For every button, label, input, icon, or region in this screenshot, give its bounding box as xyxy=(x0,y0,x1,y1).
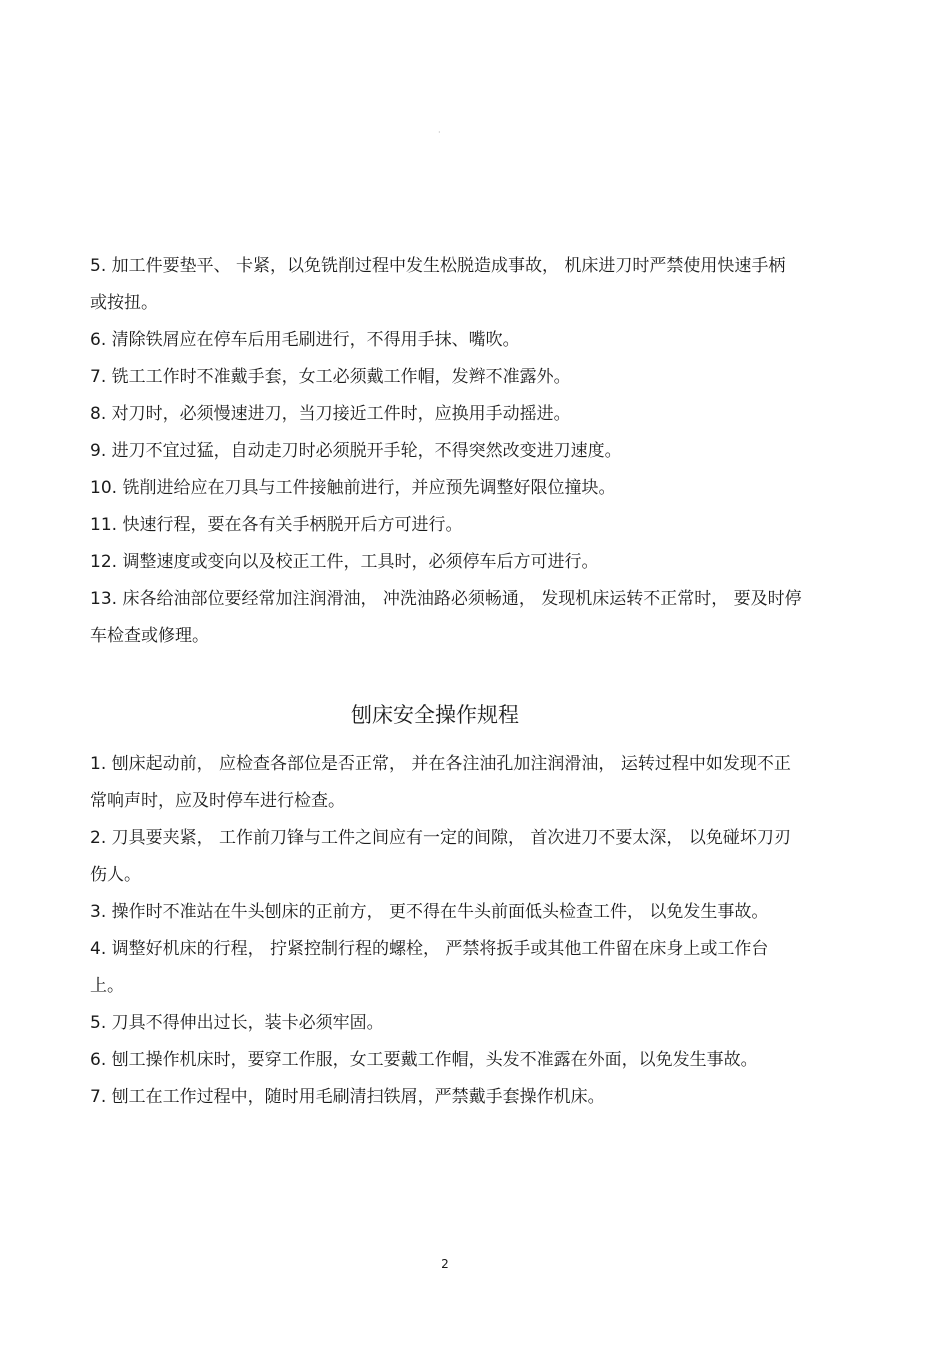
milling-rule-8: 8. 对刀时，必须慢速进刀，当刀接近工件时，应换用手动摇进。 xyxy=(90,404,571,424)
planer-rule-3: 3. 操作时不准站在牛头刨床的正前方， 更不得在牛头前面低头检查工件， 以免发生事故。 xyxy=(90,902,769,922)
planer-section-title: 刨床安全操作规程 xyxy=(351,703,519,727)
planer-rule-4: 4. 调整好机床的行程， 拧紧控制行程的螺栓， 严禁将扳手或其他工件留在床身上或工作台上。 xyxy=(90,939,769,996)
milling-rules-list xyxy=(90,248,810,655)
planer-rule-1: 1. 刨床起动前， 应检查各部位是否正常， 并在各注油孔加注润滑油， 运转过程中如发现不正常响声时，应及时停车进行检查。 xyxy=(90,754,791,811)
planer-rule-5: 5. 刀具不得伸出过长，装卡必须牢固。 xyxy=(90,1013,384,1033)
milling-rule-7: 7. 铣工工作时不准戴手套，女工必须戴工作帽，发辫不准露外。 xyxy=(90,367,571,387)
planer-rule-7: 7. 刨工在工作过程中，随时用毛刷清扫铁屑，严禁戴手套操作机床。 xyxy=(90,1087,605,1107)
milling-rule-6: 6. 清除铁屑应在停车后用毛刷进行，不得用手抹、嘴吹。 xyxy=(90,330,520,350)
page-number: 2 xyxy=(441,1257,449,1271)
milling-rule-11: 11. 快速行程，要在各有关手柄脱开后方可进行。 xyxy=(90,515,463,535)
planer-rule-2: 2. 刀具要夹紧， 工作前刀锋与工件之间应有一定的间隙， 首次进刀不要太深， 以免碰坏刀刃伤人。 xyxy=(90,828,791,885)
header-mark: · xyxy=(438,128,441,137)
milling-rule-9: 9. 进刀不宜过猛，自动走刀时必须脱开手轮，不得突然改变进刀速度。 xyxy=(90,441,622,461)
milling-rule-13: 13. 床各给油部位要经常加注润滑油， 冲洗油路必须畅通， 发现机床运转不正常时， 要及时停车检查或修理。 xyxy=(90,589,802,646)
milling-rule-12: 12. 调整速度或变向以及校正工件，工具时，必须停车后方可进行。 xyxy=(90,552,599,572)
milling-rule-10: 10. 铣削进给应在刀具与工件接触前进行，并应预先调整好限位撞块。 xyxy=(90,478,616,498)
milling-rule-5: 5. 加工件要垫平、 卡紧，以免铣削过程中发生松脱造成事故， 机床进刀时严禁使用快速手柄或按扭。 xyxy=(90,256,786,313)
planer-rules-list xyxy=(90,746,810,1116)
planer-rule-6: 6. 刨工操作机床时，要穿工作服，女工要戴工作帽，头发不准露在外面，以免发生事故。 xyxy=(90,1050,758,1070)
